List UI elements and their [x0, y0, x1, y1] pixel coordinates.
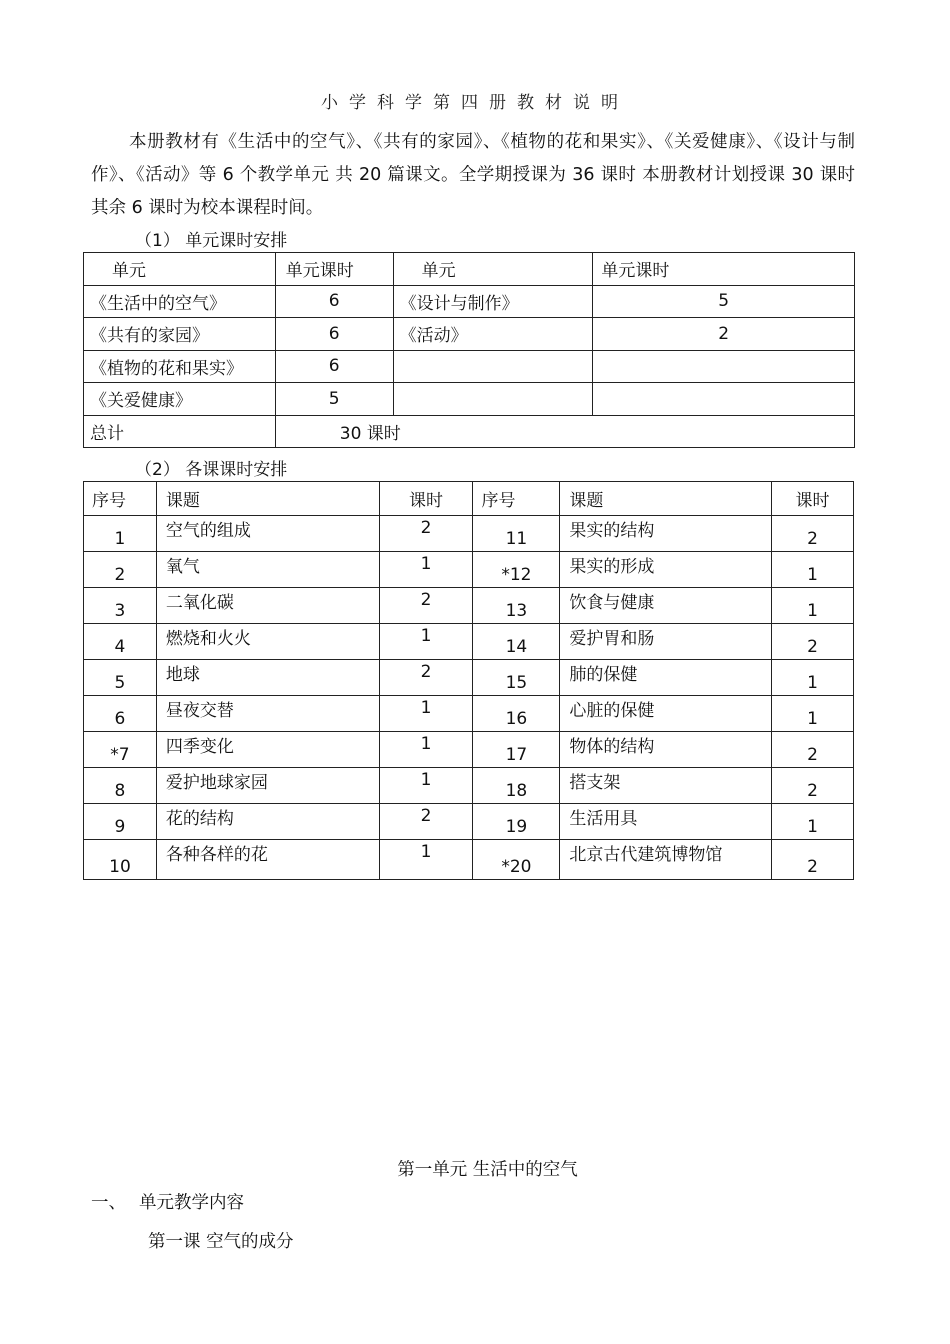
- lesson-topic-cell: 爱护胃和肠: [560, 624, 772, 660]
- table-row: [84, 624, 854, 660]
- lesson-one-title: 第一课 空气的成分: [148, 1232, 294, 1252]
- outline-heading: [91, 1189, 244, 1214]
- lesson-number-cell: 10: [84, 840, 157, 880]
- lesson-schedule-table: [83, 481, 854, 880]
- header-cell: 序号: [84, 482, 157, 516]
- unit-name-cell: 《植物的花和果实》: [84, 350, 276, 383]
- lesson-number-cell: 6: [84, 696, 157, 732]
- lesson-hours-cell: 2: [772, 516, 854, 552]
- outline-number: 一、: [91, 1193, 126, 1213]
- header-cell: 单元课时: [593, 253, 855, 286]
- lesson-number-cell: *20: [473, 840, 560, 880]
- unit-hours-cell: 6: [275, 285, 393, 318]
- lesson-number-cell: 15: [473, 660, 560, 696]
- lesson-hours-cell: 1: [379, 768, 473, 804]
- table-row: [84, 840, 854, 880]
- lesson-hours-cell: 1: [379, 840, 473, 880]
- lesson-topic-cell: 四季变化: [156, 732, 379, 768]
- page-title: 小学科学第四册教材说明: [321, 93, 629, 113]
- lesson-number-cell: 8: [84, 768, 157, 804]
- lesson-hours-cell: 1: [379, 732, 473, 768]
- table-header-row: [84, 253, 855, 286]
- header-cell: 单元: [84, 253, 276, 286]
- lesson-hours-cell: 1: [772, 588, 854, 624]
- lesson-number-cell: *12: [473, 552, 560, 588]
- lesson-hours-cell: 1: [772, 660, 854, 696]
- table-total-row: [84, 415, 855, 448]
- lesson-number-cell: 17: [473, 732, 560, 768]
- lesson-number-cell: 11: [473, 516, 560, 552]
- lesson-topic-cell: 生活用具: [560, 804, 772, 840]
- lesson-number-cell: 5: [84, 660, 157, 696]
- lesson-topic-cell: 昼夜交替: [156, 696, 379, 732]
- lesson-topic-cell: 搭支架: [560, 768, 772, 804]
- table-row: [84, 804, 854, 840]
- table-row: [84, 552, 854, 588]
- lesson-topic-cell: 北京古代建筑博物馆: [560, 840, 772, 880]
- table-header-row: [84, 482, 854, 516]
- lesson-number-cell: 2: [84, 552, 157, 588]
- lesson-hours-cell: 2: [772, 732, 854, 768]
- lesson-topic-cell: 物体的结构: [560, 732, 772, 768]
- lesson-topic-cell: 氧气: [156, 552, 379, 588]
- header-cell: 课时: [772, 482, 854, 516]
- unit-name-cell: [393, 383, 593, 416]
- lesson-topic-cell: 各种各样的花: [156, 840, 379, 880]
- table-row: [84, 660, 854, 696]
- unit-name-cell: 《共有的家园》: [84, 318, 276, 351]
- unit-schedule-table: [83, 252, 855, 448]
- lesson-hours-cell: 2: [772, 840, 854, 880]
- unit-hours-cell: 5: [275, 383, 393, 416]
- lesson-rows: [84, 516, 854, 880]
- table-row: [84, 768, 854, 804]
- unit-name-cell: [393, 350, 593, 383]
- lesson-topic-cell: 花的结构: [156, 804, 379, 840]
- lesson-number-cell: 14: [473, 624, 560, 660]
- lesson-topic-cell: 二氧化碳: [156, 588, 379, 624]
- lesson-topic-cell: 爱护地球家园: [156, 768, 379, 804]
- lesson-hours-cell: 2: [379, 516, 473, 552]
- lesson-schedule-caption: （2） 各课课时安排: [135, 460, 288, 480]
- lesson-hours-cell: 1: [772, 552, 854, 588]
- lesson-number-cell: 18: [473, 768, 560, 804]
- lesson-topic-cell: 饮食与健康: [560, 588, 772, 624]
- header-cell: 课时: [379, 482, 473, 516]
- lesson-hours-cell: 2: [379, 804, 473, 840]
- lesson-number-cell: 1: [84, 516, 157, 552]
- lesson-hours-cell: 1: [772, 804, 854, 840]
- lesson-hours-cell: 1: [379, 624, 473, 660]
- lesson-number-cell: 4: [84, 624, 157, 660]
- table-row: [84, 285, 855, 318]
- lesson-number-cell: *7: [84, 732, 157, 768]
- lesson-topic-cell: 果实的结构: [560, 516, 772, 552]
- header-cell: 课题: [560, 482, 772, 516]
- lesson-topic-cell: 果实的形成: [560, 552, 772, 588]
- total-value-cell: 30 课时: [275, 415, 854, 448]
- unit-name-cell: 《设计与制作》: [393, 285, 593, 318]
- lesson-hours-cell: 1: [379, 552, 473, 588]
- unit-one-title: 第一单元 生活中的空气: [397, 1160, 578, 1180]
- unit-hours-cell: 5: [593, 285, 855, 318]
- unit-name-cell: 《生活中的空气》: [84, 285, 276, 318]
- lesson-topic-cell: 空气的组成: [156, 516, 379, 552]
- lesson-number-cell: 19: [473, 804, 560, 840]
- lesson-topic-cell: 肺的保健: [560, 660, 772, 696]
- unit-name-cell: 《活动》: [393, 318, 593, 351]
- outline-label: 单元教学内容: [139, 1193, 244, 1213]
- unit-schedule-caption: （1） 单元课时安排: [135, 231, 288, 251]
- table-row: [84, 350, 855, 383]
- lesson-hours-cell: 2: [772, 768, 854, 804]
- table-row: [84, 318, 855, 351]
- table-row: [84, 732, 854, 768]
- lesson-number-cell: 9: [84, 804, 157, 840]
- lesson-hours-cell: 2: [772, 624, 854, 660]
- header-cell: 序号: [473, 482, 560, 516]
- lesson-topic-cell: 燃烧和火火: [156, 624, 379, 660]
- unit-hours-cell: [593, 383, 855, 416]
- unit-name-cell: 《关爱健康》: [84, 383, 276, 416]
- lesson-hours-cell: 1: [379, 696, 473, 732]
- lesson-hours-cell: 2: [379, 660, 473, 696]
- lesson-hours-cell: 2: [379, 588, 473, 624]
- table-row: [84, 516, 854, 552]
- unit-hours-cell: 2: [593, 318, 855, 351]
- table-row: [84, 383, 855, 416]
- table-row: [84, 696, 854, 732]
- unit-hours-cell: [593, 350, 855, 383]
- lesson-number-cell: 13: [473, 588, 560, 624]
- unit-hours-cell: 6: [275, 318, 393, 351]
- unit-hours-cell: 6: [275, 350, 393, 383]
- table-row: [84, 588, 854, 624]
- lesson-number-cell: 3: [84, 588, 157, 624]
- lesson-topic-cell: 心脏的保健: [560, 696, 772, 732]
- lesson-hours-cell: 1: [772, 696, 854, 732]
- intro-paragraph: 本册教材有《生活中的空气》、《共有的家园》、《植物的花和果实》、《关爱健康》、《设计与制作》、《活动》等 6 个教学单元 共 20 篇课文。全学期授课为 36 课时 本册教材计划授课 30 课时 其余 6 课时为校本课程时间。: [91, 132, 855, 218]
- total-label-cell: 总计: [84, 415, 276, 448]
- header-cell: 单元: [393, 253, 593, 286]
- lesson-topic-cell: 地球: [156, 660, 379, 696]
- header-cell: 课题: [156, 482, 379, 516]
- lesson-number-cell: 16: [473, 696, 560, 732]
- header-cell: 单元课时: [275, 253, 393, 286]
